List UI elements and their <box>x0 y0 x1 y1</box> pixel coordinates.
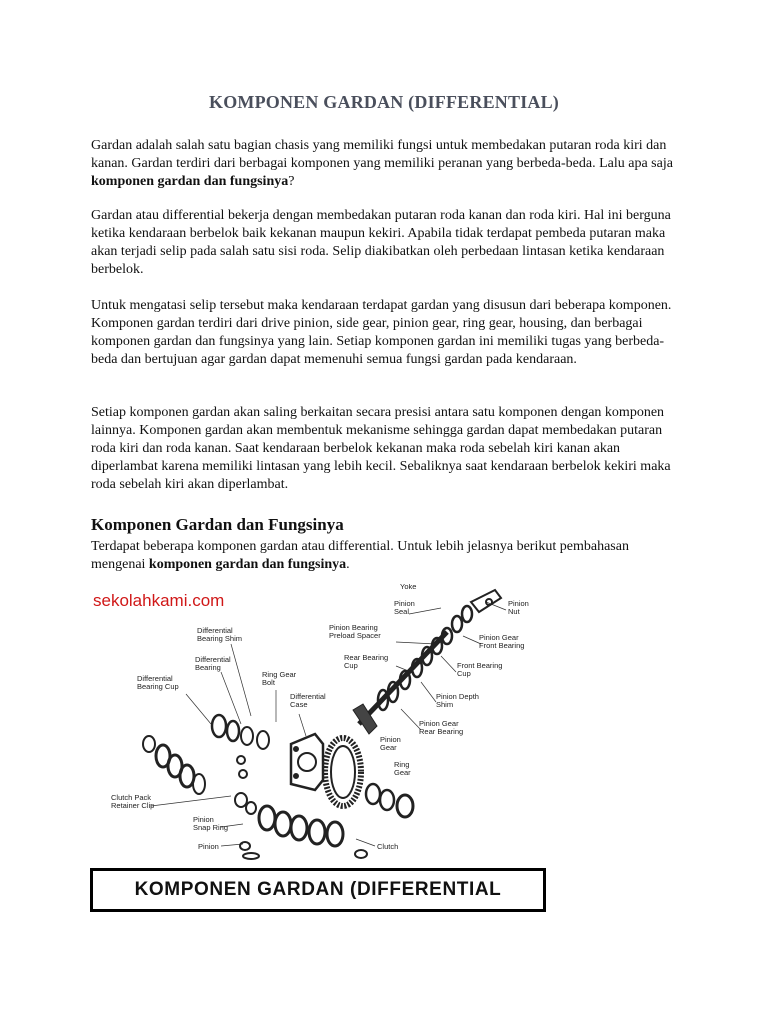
svg-text:Pinion BearingPreload Spacer <box>329 623 381 640</box>
label-diff-bearing-shim-1: Differential <box>197 626 233 635</box>
svg-text:Clutch PackRetainer Clip <box>111 793 154 810</box>
paragraph-function: Gardan atau differential bekerja dengan membedakan putaran roda kanan dan roda kiri. Hal ini berguna ketika kendaraan berbelok baik kekanan maupun kekiri. Apabila tidak terdapat pembeda putaran maka akan terjadi selip pada salah satu sisi roda. Selip diakibatkan oleh perbedaan lintasan ketika kendaraan berbelok. <box>91 208 671 277</box>
label-clutch: Clutch <box>377 842 399 851</box>
paragraph-precision: Setiap komponen gardan akan saling berkaitan secara presisi antara satu komponen dengan komponen lainnya. Komponen gardan akan membentuk mekanisme sehingga gardan dapat membedakan putaran roda kiri dan roda kanan. Saat kendaraan berbelok kekanan maka roda sebelah kiri kanan akan diperlambat karena memiliki lintasan yang lebih kecil. Sebaliknya saat kendaraan berbelok kekiri maka roda sebelah kiri akan diperlambat. <box>91 405 671 492</box>
label-pinion-bearing-spacer-1: Pinion Bearing <box>329 623 378 632</box>
label-pinion-depth-shim-2: Shim <box>436 700 454 709</box>
label-pinion-snap-2: Snap Ring <box>193 823 229 832</box>
label-ring-gear-bolt-2: Bolt <box>262 678 275 687</box>
paragraph-section-intro <box>91 538 679 574</box>
svg-text:Rear BearingCup <box>344 653 388 670</box>
label-rear-bearing-cup-1: Rear Bearing <box>344 653 389 662</box>
label-diff-case-1: Differential <box>290 692 326 701</box>
label-pinion-gear-front-2: Front Bearing <box>479 641 525 650</box>
label-diff-bearing-cup-2: Bearing Cup <box>137 682 179 691</box>
label-pinion-gear-front-1: Pinion Gear <box>479 633 519 642</box>
label-pinion-seal-1: Pinion <box>394 599 415 608</box>
intro-end: ? <box>288 174 295 189</box>
ring-gear <box>325 738 413 817</box>
caption-banner-text: KOMPONEN GARDAN (DIFFERENTIAL <box>134 879 502 900</box>
svg-text:Pinion DepthShim <box>436 692 479 709</box>
label-diff-bearing-2: Bearing <box>195 663 221 672</box>
label-yoke: Yoke <box>400 584 417 591</box>
label-pinion-seal-2: Seal <box>394 607 410 616</box>
label-clutch-pack-1: Clutch Pack <box>111 793 152 802</box>
intro-text: Gardan adalah salah satu bagian chasis yang memiliki fungsi untuk membedakan putaran roda kiri dan kanan. Gardan terdiri dari berbagai komponen yang memiliki peranan yang berbeda-beda. Lalu apa saja <box>91 138 673 171</box>
label-ring-gear-1: Ring <box>394 760 410 769</box>
label-pinion-snap-1: Pinion <box>193 815 214 824</box>
svg-text:PinionNut <box>508 599 529 616</box>
intro-bold: komponen gardan dan fungsinya <box>91 174 289 189</box>
label-pinion-nut-2: Nut <box>508 607 520 616</box>
section-heading: Komponen Gardan dan Fungsinya <box>91 515 344 534</box>
label-rear-bearing-cup-2: Cup <box>344 661 358 670</box>
label-front-bearing-cup-2: Cup <box>457 669 471 678</box>
svg-text:PinionGear <box>380 735 401 752</box>
label-diff-bearing-cup-1: Differential <box>137 674 173 683</box>
svg-text:DifferentialBearing Shim <box>197 626 242 643</box>
label-diff-bearing-shim-2: Bearing Shim <box>197 634 243 643</box>
differential-diagram <box>91 584 549 860</box>
label-pinion-bottom: Pinion <box>198 842 219 851</box>
svg-text:Front BearingCup <box>457 661 502 678</box>
watermark-text: sekolahkami.com <box>93 591 225 610</box>
label-ring-gear-2: Gear <box>394 768 411 777</box>
label-pinion-depth-shim-1: Pinion Depth <box>436 692 479 701</box>
svg-text:DifferentialBearing Cup <box>137 674 179 691</box>
label-pinion-gear-rear-2: Rear Bearing <box>419 727 464 736</box>
section-intro-text: Terdapat beberapa komponen gardan atau differential. Untuk lebih jelasnya berikut pembahasan mengenai <box>91 539 629 572</box>
label-pinion-gear-2: Gear <box>380 743 397 752</box>
label-pinion-nut-1: Pinion <box>508 599 529 608</box>
bottom-parts <box>243 850 367 859</box>
label-pinion-bearing-spacer-2: Preload Spacer <box>329 631 381 640</box>
svg-text:Pinion GearFront Bearing <box>479 633 524 650</box>
label-front-bearing-cup-1: Front Bearing <box>457 661 503 670</box>
differential-case <box>291 734 323 790</box>
label-ring-gear-bolt-1: Ring Gear <box>262 670 297 679</box>
svg-text:DifferentialCase <box>290 692 326 709</box>
label-pinion-gear-rear-1: Pinion Gear <box>419 719 459 728</box>
label-diff-bearing-1: Differential <box>195 655 231 664</box>
svg-text:DifferentialBearing <box>195 655 231 672</box>
document-title: KOMPONEN GARDAN (DIFFERENTIAL) <box>209 92 559 112</box>
paragraph-components: Untuk mengatasi selip tersebut maka kendaraan terdapat gardan yang disusun dari beberapa komponen. Komponen gardan terdiri dari drive pinion, side gear, pinion gear, ring gear, housing, dan berbagai komponen gardan dan fungsinya yang lain. Setiap komponen gardan ini memiliki tugas yang berbeda-beda dan bertujuan agar gardan dapat memenuhi semua fungsi gardan pada kendaraan. <box>91 298 672 367</box>
label-pinion-gear-1: Pinion <box>380 735 401 744</box>
paragraph-intro <box>91 137 679 191</box>
caption-banner <box>90 868 546 912</box>
svg-text:PinionSnap Ring <box>193 815 228 832</box>
section-intro-end: . <box>346 557 350 572</box>
section-intro-bold: komponen gardan dan fungsinya <box>148 557 347 572</box>
svg-text:RingGear <box>394 760 411 777</box>
svg-text:Pinion GearRear Bearing <box>419 719 463 736</box>
svg-text:Ring GearBolt <box>262 670 297 687</box>
label-clutch-pack-2: Retainer Clip <box>111 801 155 810</box>
label-diff-case-2: Case <box>290 700 308 709</box>
